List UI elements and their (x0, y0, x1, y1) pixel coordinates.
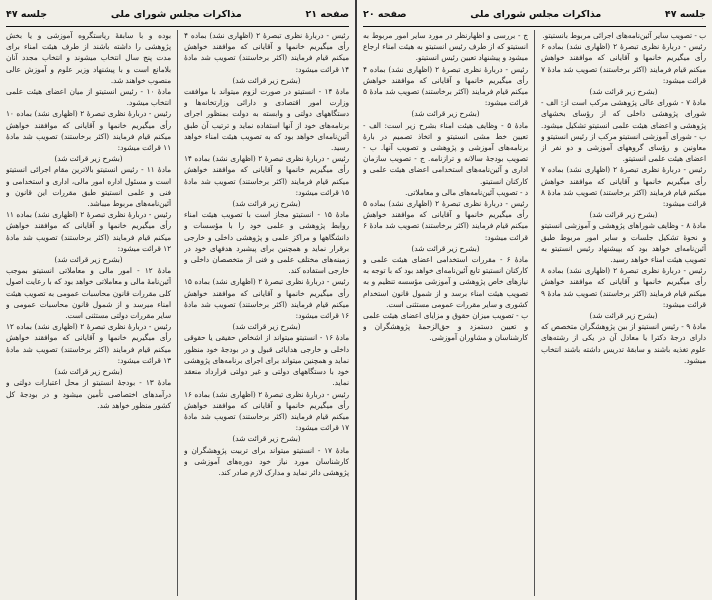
reading-note: (بشرح زیر قرائت شد) (589, 311, 658, 321)
paragraph: مادهٔ ۱۰ - رئیس انستیتو از میان اعضای هیئت علمی انتخاب میشود. (6, 87, 171, 108)
left-page-number: صفحه ۲۱ (305, 8, 349, 20)
paragraph: د - تصویب آئین‌نامه‌های مالی و معاملاتی. (405, 187, 528, 197)
paragraph: رئیس - دربارهٔ نظری تبصرهٔ ۲ (اظهاری نشد) بماده ۴ رأی میگیریم خانمها و آقایانی که موافقند خواهش میکنم قیام فرمایند (اکثر برخاستند) تصویب شد مادهٔ ۵ قرائت میشود: (363, 64, 528, 108)
reading-note: (بشرح زیر قرائت شد) (54, 154, 123, 164)
paragraph: مادهٔ ۱۲ - امور مالی و معاملاتی انستیتو بموجب آئین‌نامهٔ مالی و معاملاتی خواهد بود که با رعایت اصول کلی مقررات قانون محاسبات عمومی به تصویب هیئت امناء میرسد و از شمول قانون محاسبات عمومی و سایر مقررات دولتی مستثنی است. (6, 266, 171, 321)
paragraph: ب - تصویب میزان حقوق و مزایای اعضای هیئت علمی و تعیین دستمزد و حق‌الزحمهٔ پژوهشگران و کارشناسان و مشاوران آموزشی. (363, 311, 528, 343)
paragraph: رئیس - دربارهٔ نظری تبصرهٔ ۲ (اظهاری نشد) بماده ۸ رأی میگیریم خانمها و آقایانی که موافقند خواهش میکنم قیام فرمایند (اکثر برخاستند) تصویب شد مادهٔ ۹ قرائت میشود: (541, 266, 706, 309)
right-header-rule (363, 26, 706, 27)
paragraph: مادهٔ ۱۴ - انستیتو در صورت لزوم میتواند با موافقت وزارت امور اقتصادی و دارائی وزارتخانه‌ها و دستگاههای دولتی و وابسته به دولت بمنظور اجرای برنامه‌های خود از آنها استفاده نماید و ترتیب آن طبق آئین‌نامه‌ای خواهد بود که به تصویب هیئت امناء خواهد رسید. (184, 87, 349, 153)
paragraph: مادهٔ ۸ - وظایف شوراهای پژوهشی و آموزشی انستیتو و نحوهٔ تشکیل جلسات و سایر امور مربوط طبق آئین‌نامه‌ای خواهد بود که بپیشنهاد رئیس انستیتو به تصویب هیئت امناء خواهد رسید. (541, 221, 706, 265)
paragraph: مادهٔ ۱۳ - بودجهٔ انستیتو از محل اعتبارات دولتی و درآمدهای اختصاصی تأمین میشود و در بودجهٔ کل کشور منظور خواهد شد. (6, 378, 171, 410)
paragraph: ب - تصویب سایر آئین‌نامه‌های اجرائی مربوط بانستیتو. (542, 31, 706, 40)
left-page-header (6, 4, 349, 24)
right-page-header (363, 4, 706, 24)
left-session-label: جلسه ۴۷ (6, 8, 48, 20)
paragraph: رئیس - دربارهٔ نظری تبصرهٔ ۲ (اظهاری نشد) بماده ۱۰ رأی میگیریم خانمها و آقایانی که موافقند خواهش میکنم قیام فرمایند (اکثر برخاستند) تصویب شد مادهٔ ۱۱ قرائت میشود: (6, 109, 171, 153)
left-column-2 (6, 30, 171, 596)
right-page (357, 0, 712, 600)
reading-note: (بشرح زیر قرائت شد) (589, 210, 658, 220)
paragraph: مادهٔ ۶ - مقررات استخدامی اعضای هیئت علمی و کارکنان انستیتو تابع آئین‌نامه‌ای خواهد بود که با توجه به نیازهای خاص پژوهشی و آموزشی مؤسسه تنظیم و به تصویب هیئت امناء برسد و از شمول قانون استخدام کشوری و سایر مقررات عمومی مستثنی است. (363, 255, 528, 309)
right-page-number: صفحه ۲۰ (363, 8, 407, 20)
paragraph: رئیس - دربارهٔ نظری تبصرهٔ ۲ (اظهاری نشد) بماده ۱۲ رأی میگیریم خانمها و آقایانی که موافقند خواهش میکنم قیام فرمایند (اکثر برخاستند) تصویب شد مادهٔ ۱۳ قرائت میشود: (6, 322, 171, 365)
reading-note: (بشرح زیر قرائت شد) (411, 109, 480, 119)
reading-note: (بشرح زیر قرائت شد) (54, 255, 123, 265)
paragraph: رئیس - دربارهٔ نظری تبصرهٔ ۲ (اظهاری نشد) بماده ۱۱ رأی میگیریم خانمها و آقایانی که موافقند خواهش میکنم قیام فرمایند (اکثر برخاستند) تصویب شد مادهٔ ۱۲ قرائت میشود: (6, 210, 171, 253)
reading-note: (بشرح زیر قرائت شد) (232, 434, 301, 444)
reading-note: (بشرح زیر قرائت شد) (232, 322, 301, 332)
paragraph: رئیس - دربارهٔ نظری تبصرهٔ ۲ (اظهاری نشد) بماده ۱۴ رأی میگیریم خانمها و آقایانی که موافقند خواهش میکنم قیام فرمایند (اکثر برخاستند) تصویب شد مادهٔ ۱۵ قرائت میشود: (184, 154, 349, 197)
right-column-divider (534, 30, 535, 596)
left-page (0, 0, 355, 600)
paragraph: رئیس - دربارهٔ نظری تبصرهٔ ۲ (اظهاری نشد) بماده ۵ رأی میگیریم خانمها و آقایانی که موافقند خواهش میکنم قیام فرمایند (اکثر برخاستند) تصویب شد مادهٔ ۶ قرائت میشود: (363, 199, 528, 242)
reading-note: (بشرح زیر قرائت شد) (232, 75, 301, 85)
left-page-title: مذاکرات مجلس شورای ملی (110, 8, 242, 20)
paragraph: بوده و با سابقهٔ ریاستگروه آموزشی و یا بخش پژوهشی را داشته باشند از طرف هیئت امناء برای مدت پنج سال انتخاب میشوند و انتخاب مجدد آنان بلامانع است و با پیشنهاد وزیر علوم و آموزش عالی منصوب خواهند شد. (6, 31, 171, 85)
left-column-divider (177, 30, 178, 596)
paragraph: مادهٔ ۱۷ - انستیتو میتواند برای تربیت پژوهشگران و کارشناسان مورد نیاز خود دوره‌های آموزشی و پژوهشی دائر نماید و مدارک لازم صادر کند. (184, 445, 349, 477)
paragraph: رئیس - دربارهٔ نظری تبصرهٔ ۲ (اظهاری نشد) بماده ۱۶ رأی میگیریم خانمها و آقایانی که موافقند خواهش میکنم قیام فرمایند (اکثر برخاستند) تصویب شد مادهٔ ۱۷ قرائت میشود: (184, 389, 349, 433)
paragraph: مادهٔ ۵ - وظایف هیئت امناء بشرح زیر است: الف - تعیین خط مشی انستیتو و اتخاذ تصمیم در بارهٔ برنامه‌های آموزشی و پژوهشی و تصویب آنها. ب - تصویب بودجهٔ سالانه و ترازنامه. ج - تصویب سازمان اداری و آئین‌نامه‌های استخدامی اعضای هیئت علمی و کارکنان انستیتو. (363, 120, 528, 186)
paragraph: مادهٔ ۱۱ - رئیس انستیتو بالاترین مقام اجرائی انستیتو است و مسئول اداره امور مالی، اداری و استخدامی و فنی و علمی انستیتو طبق مقررات این قانون و آئین‌نامه‌های مربوط میباشد. (6, 165, 171, 209)
right-column-2 (363, 30, 528, 596)
right-session-label: جلسه ۴۷ (664, 8, 706, 20)
paragraph: رئیس - دربارهٔ نظری تبصرهٔ ۲ (اظهاری نشد) بماده ۶ رأی میگیریم خانمها و آقایانی که موافقند خواهش میکنم قیام فرمایند (اکثر برخاستند) تصویب شد مادهٔ ۷ قرائت میشود: (541, 42, 706, 85)
reading-note: (بشرح زیر قرائت شد) (411, 243, 480, 253)
paragraph: رئیس - دربارهٔ نظری تبصرهٔ ۲ (اظهاری نشد) بماده ۱۵ رأی میگیریم خانمها و آقایانی که موافقند خواهش میکنم قیام فرمایند (اکثر برخاستند) تصویب شد مادهٔ ۱۶ قرائت میشود: (184, 277, 349, 321)
left-column-1 (184, 30, 349, 596)
right-column-1 (541, 30, 706, 596)
paragraph: رئیس - دربارهٔ نظری تبصرهٔ ۲ (اظهاری نشد) بماده ۴ رأی میگیریم خانمها و آقایانی که موافقند خواهش میکنم قیام فرمایند (اکثر برخاستند) تصویب شد مادهٔ ۱۴ قرائت میشود: (184, 31, 349, 74)
paragraph: مادهٔ ۷ - شورای عالی پژوهشی مرکب است از: الف - شورای پژوهشی داخلی که از رؤسای بخشهای پژوهشی و اعضای هیئت علمی انستیتو تشکیل میشود. ب - شورای آموزشی انستیتو مرکب از رئیس انستیتو و معاونین و رؤسای گروههای آموزشی و دو نفر از اعضای هیئت علمی انستیتو. (541, 98, 706, 164)
paragraph: مادهٔ ۱۶ - انستیتو میتواند از اشخاص حقیقی یا حقوقی داخلی و خارجی هدایائی قبول و در بودجهٔ خود منظور نماید و همچنین میتواند برای اجرای برنامه‌های پژوهشی خود با دستگاههای دولتی و غیر دولتی قرارداد منعقد نماید. (184, 333, 349, 388)
reading-note: (بشرح زیر قرائت شد) (54, 367, 123, 377)
left-columns (6, 30, 349, 596)
paragraph: مادهٔ ۹ - رئیس انستیتو از بین پژوهشگران متخصص که دارای درجهٔ دکترا یا معادل آن در یکی از رشته‌های علوم تغذیه باشند و سابقهٔ تدریس داشته باشند انتخاب میشود. (541, 322, 706, 365)
paragraph: مادهٔ ۱۵ - انستیتو مجاز است با تصویب هیئت امناء روابط پژوهشی و علمی خود را با مؤسسات و دانشگاهها و مراکز علمی و پژوهشی داخلی و خارجی برقرار نماید و همچنین برای پیشبرد هدفهای خود در زمینه‌های مختلف علمی و فنی از متخصصان داخلی و خارجی استفاده کند. (184, 210, 349, 276)
reading-note: (بشرح زیر قرائت شد) (589, 87, 658, 97)
right-columns (363, 30, 706, 596)
paragraph: ج - بررسی و اظهارنظر در مورد سایر امور مربوط به انستیتو که از طرف رئیس انستیتو به هیئت امناء ارجاع میشود و پیشنهاد تعیین رئیس انستیتو. (363, 31, 528, 63)
paragraph: رئیس - دربارهٔ نظری تبصرهٔ ۲ (اظهاری نشد) بماده ۷ رأی میگیریم خانمها و آقایانی که موافقند خواهش میکنم قیام فرمایند (اکثر برخاستند) تصویب شد مادهٔ ۸ قرائت میشود: (541, 165, 706, 209)
left-header-rule (6, 26, 349, 27)
right-page-title: مذاکرات مجلس شورای ملی (470, 8, 602, 20)
reading-note: (بشرح زیر قرائت شد) (232, 199, 301, 209)
